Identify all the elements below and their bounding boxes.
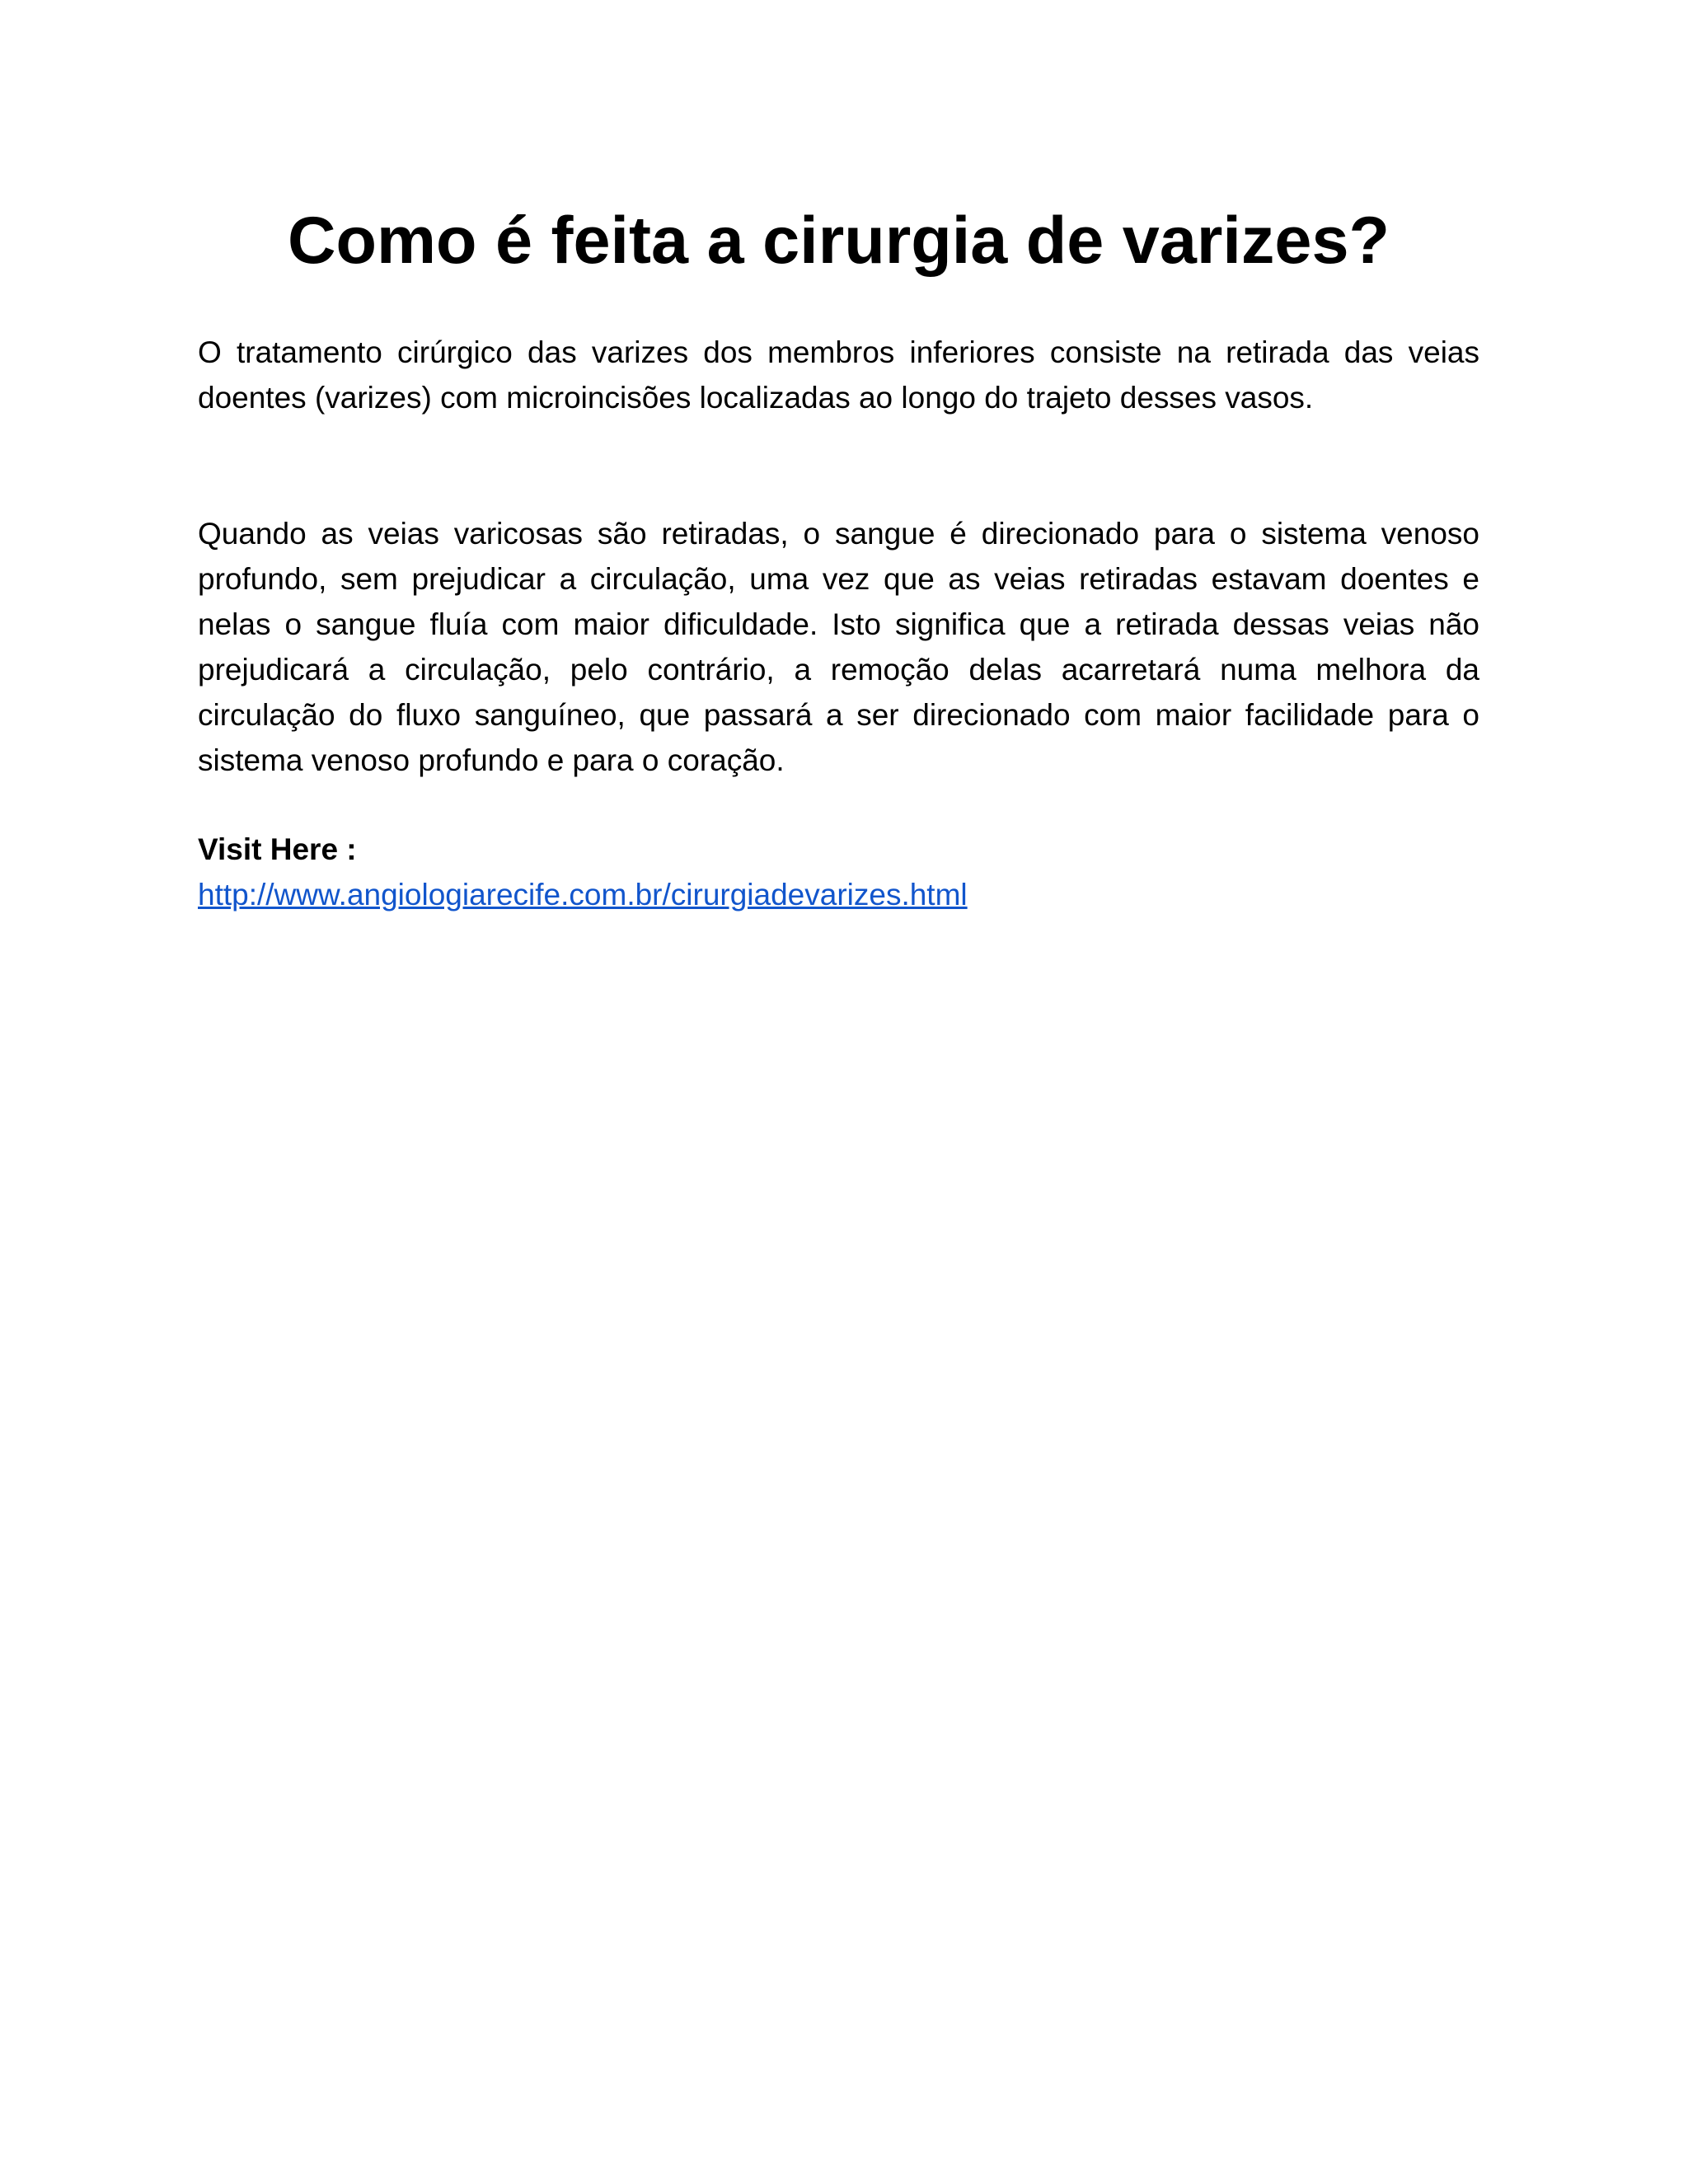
source-link[interactable]: http://www.angiologiarecife.com.br/cirurgiadevarizes.html [198, 878, 968, 912]
page-title: Como é feita a cirurgia de varizes? [288, 204, 1390, 278]
visit-label: Visit Here : [198, 832, 357, 866]
paragraph-intro: O tratamento cirúrgico das varizes dos membros inferiores consiste na retirada das veias doentes (varizes) com microincisões localizadas ao longo do trajeto desses vasos. [198, 335, 1479, 415]
paragraph-details: Quando as veias varicosas são retiradas, o sangue é direcionado para o sistema venoso profundo, sem prejudicar a circulação, uma vez que as veias retiradas estavam doentes e nelas o sangue fluía com maior dificuldade. Isto significa que a retirada dessas veias não prejudicará a circulação, pelo contrário, a remoção delas acarretará numa melhora da circulação do fluxo sanguíneo, que passará a ser direcionado com maior facilidade para o sistema venoso profundo e para o coração. [198, 517, 1479, 777]
